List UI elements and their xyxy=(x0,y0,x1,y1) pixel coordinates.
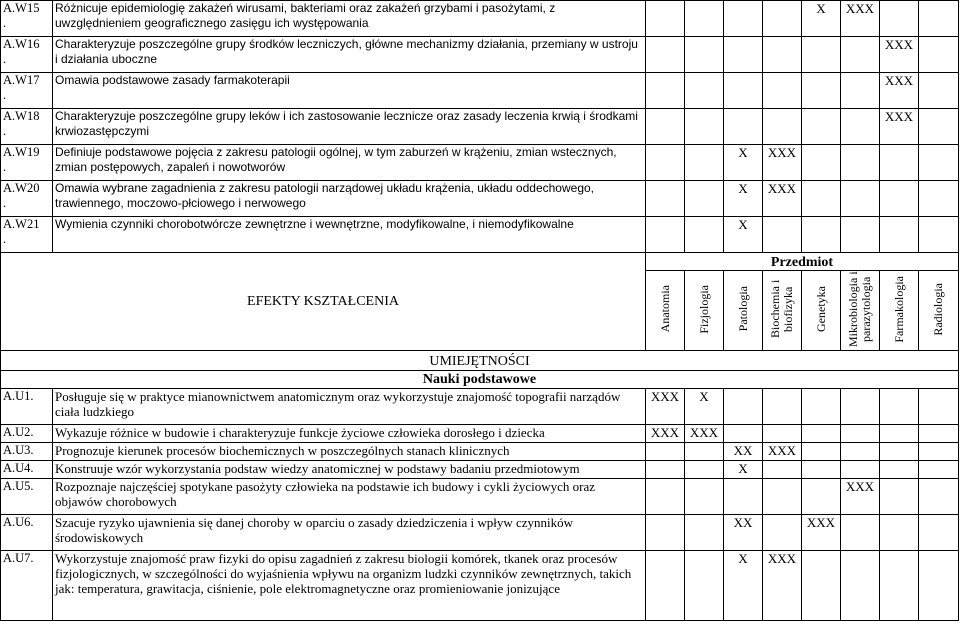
subject-mark xyxy=(802,109,841,145)
subject-mark: XX xyxy=(724,515,763,551)
skills-rows xyxy=(1,389,959,621)
subject-name: Biochemia i biofizyka xyxy=(768,279,795,339)
subject-mark xyxy=(919,461,959,479)
subject-mark xyxy=(802,389,841,425)
subject-mark xyxy=(802,425,841,443)
subject-mark xyxy=(646,551,685,621)
subject-mark xyxy=(685,37,724,73)
subject-mark xyxy=(685,73,724,109)
subject-mark xyxy=(841,145,880,181)
subject-column-header xyxy=(802,271,841,351)
table-row xyxy=(1,1,959,37)
subject-mark xyxy=(841,551,880,621)
subject-name: Fizjologia xyxy=(696,284,711,334)
outcome-description: Definiuje podstawowe pojęcia z zakresu patologii ogólnej, w tym zaburzeń w krążeniu, zmian wstecznych, zmian postępowych, zapaleń i nowotworów xyxy=(53,145,646,181)
subject-mark xyxy=(919,145,959,181)
subject-mark: XXX xyxy=(841,1,880,37)
subject-mark: X xyxy=(685,389,724,425)
subject-mark: XXX xyxy=(685,425,724,443)
subject-mark xyxy=(841,109,880,145)
subject-mark: XXX xyxy=(763,551,802,621)
table-row xyxy=(1,425,959,443)
subject-mark xyxy=(919,37,959,73)
subject-mark xyxy=(763,37,802,73)
subject-mark xyxy=(724,73,763,109)
outcome-code: A.U2. xyxy=(1,425,53,443)
subject-mark xyxy=(724,109,763,145)
subject-mark: X xyxy=(724,217,763,253)
subject-mark xyxy=(646,181,685,217)
subject-mark: X xyxy=(724,461,763,479)
subject-mark xyxy=(841,515,880,551)
subject-mark xyxy=(763,217,802,253)
subject-mark xyxy=(841,37,880,73)
subject-mark: X xyxy=(802,1,841,37)
subject-mark: XXX xyxy=(802,515,841,551)
outcome-code: A.U7. xyxy=(1,551,53,621)
subject-mark xyxy=(919,389,959,425)
subject-mark xyxy=(763,425,802,443)
subject-mark xyxy=(880,389,919,425)
subject-mark xyxy=(919,181,959,217)
subject-mark xyxy=(763,479,802,515)
subject-mark xyxy=(646,479,685,515)
outcome-description: Konstruuje wzór wykorzystania podstaw wiedzy anatomicznej w podstawy badaniu przedmiotowym xyxy=(53,461,646,479)
subject-column-header xyxy=(685,271,724,351)
subject-mark xyxy=(880,181,919,217)
subject-mark xyxy=(841,181,880,217)
subject-column-header xyxy=(919,271,959,351)
subject-mark: XXX xyxy=(841,479,880,515)
subject-mark xyxy=(763,1,802,37)
subject-mark xyxy=(802,479,841,515)
subject-mark: XXX xyxy=(763,443,802,461)
subject-mark xyxy=(919,73,959,109)
subject-mark xyxy=(841,425,880,443)
subject-mark xyxy=(763,515,802,551)
subject-name: Mikrobiologia i parazytologia xyxy=(846,271,873,347)
subject-column-header xyxy=(880,271,919,351)
outcome-description: Omawia podstawowe zasady farmakoterapii xyxy=(53,73,646,109)
subject-mark xyxy=(685,145,724,181)
subject-mark xyxy=(685,515,724,551)
subject-mark xyxy=(685,217,724,253)
subject-mark xyxy=(880,425,919,443)
subject-column-header xyxy=(646,271,685,351)
outcome-description: Wymienia czynniki chorobotwórcze zewnętrzne i wewnętrzne, modyfikowalne, i niemodyfikowalne xyxy=(53,217,646,253)
subject-mark xyxy=(919,1,959,37)
subject-mark: XXX xyxy=(763,181,802,217)
subject-mark xyxy=(724,37,763,73)
subject-mark xyxy=(646,73,685,109)
subject-mark xyxy=(880,515,919,551)
skills-section-header xyxy=(1,351,959,389)
table-row xyxy=(1,389,959,425)
outcome-code: A.W18 . xyxy=(1,109,53,145)
subject-mark xyxy=(880,479,919,515)
subject-header-row xyxy=(1,253,959,271)
subject-mark xyxy=(919,109,959,145)
outcome-description: Różnicuje epidemiologię zakażeń wirusami, bakteriami oraz zakażeń grzybami i pasożytami, z uwzględnieniem geograficznego zasięgu ich występowania xyxy=(53,1,646,37)
outcome-description: Prognozuje kierunek procesów biochemicznych w poszczególnych stanach klinicznych xyxy=(53,443,646,461)
subject-mark xyxy=(802,443,841,461)
outcome-code: A.U1. xyxy=(1,389,53,425)
subject-mark xyxy=(919,479,959,515)
subject-mark xyxy=(841,73,880,109)
subject-mark xyxy=(646,443,685,461)
subject-mark: XXX xyxy=(646,425,685,443)
skills-title: UMIEJĘTNOŚCI xyxy=(429,354,530,369)
outcome-description: Posługuje się w praktyce mianownictwem anatomicznym oraz wykorzystuje znajomość topografii narządów ciała ludzkiego xyxy=(53,389,646,425)
subject-mark: XXX xyxy=(880,109,919,145)
subject-mark xyxy=(724,1,763,37)
subject-mark xyxy=(646,1,685,37)
subject-mark xyxy=(880,217,919,253)
table-row xyxy=(1,443,959,461)
table-row xyxy=(1,515,959,551)
subject-mark xyxy=(646,461,685,479)
subject-name: Anatomia xyxy=(657,285,672,333)
subject-mark xyxy=(724,479,763,515)
outcome-description: Charakteryzuje poszczególne grupy leków i ich zastosowanie lecznicze oraz zasady leczenia krwią i środkami krwiozastępczymi xyxy=(53,109,646,145)
subject-mark xyxy=(919,551,959,621)
subject-mark xyxy=(724,425,763,443)
subject-mark xyxy=(802,181,841,217)
skills-subtitle: Nauki podstawowe xyxy=(1,370,958,388)
outcome-code: A.W19 . xyxy=(1,145,53,181)
subject-mark xyxy=(724,389,763,425)
outcome-description: Wykorzystuje znajomość praw fizyki do opisu zagadnień z zakresu biologii komórek, tkanek oraz procesów fizjologicznych, w szczególności do wyjaśnienia wpływu na organizm ludzki czynników zewnętrznych, takich jak: temperatura, grawitacja, ciśnienie, pole elektromagnetyczne oraz promieniowanie jonizujące xyxy=(53,551,646,621)
effects-label: EFEKTY KSZTAŁCENIA xyxy=(247,294,399,309)
subject-mark xyxy=(685,109,724,145)
table-row xyxy=(1,109,959,145)
subject-mark xyxy=(802,37,841,73)
subject-mark xyxy=(841,217,880,253)
subject-mark xyxy=(802,145,841,181)
table-row xyxy=(1,37,959,73)
knowledge-rows xyxy=(1,1,959,253)
subject-mark xyxy=(919,217,959,253)
subject-name: Radiologia xyxy=(931,282,945,336)
subject-mark xyxy=(802,217,841,253)
table-row xyxy=(1,479,959,515)
subject-mark: XXX xyxy=(880,37,919,73)
table-row xyxy=(1,73,959,109)
outcome-code: A.U3. xyxy=(1,443,53,461)
table-row xyxy=(1,551,959,621)
effects-header xyxy=(1,253,646,351)
subject-mark xyxy=(802,551,841,621)
subject-mark xyxy=(763,109,802,145)
subject-column-header xyxy=(763,271,802,351)
subject-mark: XXX xyxy=(880,73,919,109)
outcome-description: Omawia wybrane zagadnienia z zakresu patologii narządowej układu krążenia, układu oddechowego, trawiennego, moczowo-płciowego i nerwowego xyxy=(53,181,646,217)
outcome-code: A.U5. xyxy=(1,479,53,515)
subject-mark xyxy=(919,515,959,551)
subject-mark xyxy=(685,461,724,479)
subject-mark: X xyxy=(724,551,763,621)
outcome-description: Charakteryzuje poszczególne grupy środków leczniczych, główne mechanizmy działania, przemiany w ustroju i działania uboczne xyxy=(53,37,646,73)
outcome-code: A.W16 . xyxy=(1,37,53,73)
subject-mark xyxy=(763,389,802,425)
subject-mark xyxy=(763,461,802,479)
subject-name: Genetyka xyxy=(813,286,828,332)
outcome-code: A.W20 . xyxy=(1,181,53,217)
subject-mark xyxy=(646,217,685,253)
subject-mark xyxy=(880,551,919,621)
subject-mark xyxy=(685,479,724,515)
subject-mark xyxy=(919,425,959,443)
subject-mark xyxy=(841,443,880,461)
subject-column-header xyxy=(841,271,880,351)
subject-mark: XXX xyxy=(763,145,802,181)
subject-mark: XXX xyxy=(646,389,685,425)
subject-mark: X xyxy=(724,145,763,181)
outcome-description: Szacuje ryzyko ujawnienia się danej choroby w oparciu o zasady dziedziczenia i wpływ czynników środowiskowych xyxy=(53,515,646,551)
table-row xyxy=(1,181,959,217)
outcome-description: Rozpoznaje najczęściej spotykane pasożyty człowieka na podstawie ich budowy i cykli życiowych oraz objawów chorobowych xyxy=(53,479,646,515)
subject-mark xyxy=(646,37,685,73)
table-row xyxy=(1,145,959,181)
subject-mark xyxy=(763,73,802,109)
subject-label: Przedmiot xyxy=(646,253,959,271)
subject-mark xyxy=(685,443,724,461)
table-row xyxy=(1,461,959,479)
subject-mark xyxy=(646,515,685,551)
subject-mark xyxy=(919,443,959,461)
subject-mark xyxy=(880,1,919,37)
subject-mark: X xyxy=(724,181,763,217)
outcome-description: Wykazuje różnice w budowie i charakteryzuje funkcje życiowe człowieka dorosłego i dziecka xyxy=(53,425,646,443)
outcome-code: A.W17 . xyxy=(1,73,53,109)
subject-mark xyxy=(841,389,880,425)
table-row xyxy=(1,217,959,253)
subject-mark xyxy=(646,109,685,145)
outcome-code: A.W15 . xyxy=(1,1,53,37)
subject-name: Patologia xyxy=(735,286,750,332)
subject-mark xyxy=(685,1,724,37)
subject-mark xyxy=(802,461,841,479)
subject-mark xyxy=(802,73,841,109)
subject-name: Farmakologia xyxy=(891,275,906,343)
subject-column-header xyxy=(724,271,763,351)
subject-mark xyxy=(880,443,919,461)
subject-mark xyxy=(880,145,919,181)
subject-mark xyxy=(880,461,919,479)
subject-mark xyxy=(685,181,724,217)
outcome-code: A.W21 . xyxy=(1,217,53,253)
subject-mark: XX xyxy=(724,443,763,461)
subject-mark xyxy=(646,145,685,181)
outcome-code: A.U4. xyxy=(1,461,53,479)
outcome-code: A.U6. xyxy=(1,515,53,551)
subject-mark xyxy=(685,551,724,621)
subject-mark xyxy=(841,461,880,479)
